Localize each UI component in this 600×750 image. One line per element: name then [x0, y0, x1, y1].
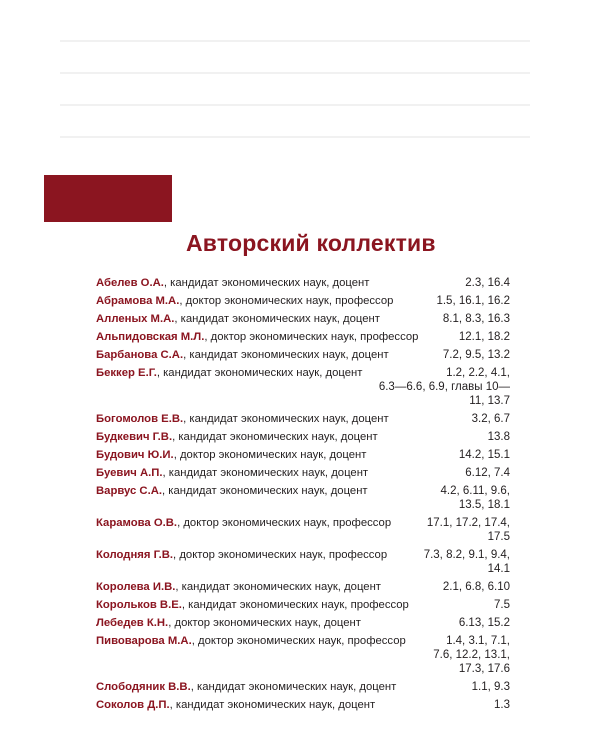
author-entry: [96, 430, 510, 444]
author-name: Карамова О.В.: [96, 517, 178, 529]
author-name: Пивоварова М.А.: [96, 635, 192, 647]
author-info: [96, 412, 389, 426]
author-entry: [96, 312, 510, 326]
author-chapters: 14.2, 15.1: [458, 449, 510, 461]
author-info: [96, 294, 393, 308]
author-entry: [96, 616, 510, 630]
author-degree: , доктор экономических наук, доцент: [168, 617, 361, 629]
author-name: Альпидовская М.Л.: [96, 331, 205, 343]
author-entry: [96, 548, 510, 576]
author-entry: [96, 294, 510, 308]
show-through-line: [60, 72, 530, 74]
author-entry: [96, 448, 510, 462]
author-info: [96, 516, 391, 544]
author-degree: , кандидат экономических наук, доцент: [172, 431, 378, 443]
page-title: Авторский коллектив: [186, 230, 436, 256]
author-entry: [96, 412, 510, 426]
author-info: [96, 276, 369, 290]
author-chapters: 6.12, 7.4: [465, 467, 510, 479]
author-name: Алленых М.А.: [96, 313, 175, 325]
author-degree: , кандидат экономических наук, доцент: [162, 485, 368, 497]
author-name: Слободяник В.В.: [96, 681, 191, 693]
author-name: Корольков В.Е.: [96, 599, 182, 611]
author-info: [96, 698, 375, 712]
author-chapters: 13.8: [487, 431, 510, 443]
author-info: [96, 548, 387, 576]
author-entry: [96, 330, 510, 344]
author-degree: , кандидат экономических наук, профессор: [181, 599, 409, 611]
author-chapters: 12.1, 18.2: [458, 331, 510, 343]
author-chapters: 1.5, 16.1, 16.2: [436, 295, 510, 307]
author-name: Абрамова М.А.: [96, 295, 180, 307]
author-name: Буевич А.П.: [96, 467, 163, 479]
author-chapters: 1.1, 9.3: [471, 681, 510, 693]
author-degree: , кандидат экономических наук, доцент: [162, 467, 369, 479]
author-chapters: 17.1, 17.2, 17.4, 17.5: [426, 517, 510, 543]
author-name: Колодняя Г.В.: [96, 549, 174, 561]
author-info: [96, 598, 409, 612]
author-degree: , кандидат экономических наук, доцент: [175, 581, 381, 593]
author-chapters: 7.2, 9.5, 13.2: [442, 349, 510, 361]
author-degree: , кандидат экономических наук, доцент: [163, 277, 370, 289]
author-chapters: 8.1, 8.3, 16.3: [442, 313, 510, 325]
author-name: Барбанова С.А.: [96, 349, 184, 361]
author-chapters: 7.5: [494, 599, 510, 611]
author-info: [96, 680, 396, 694]
author-degree: , доктор экономических наук, профессор: [173, 549, 388, 561]
author-name: Будович Ю.И.: [96, 449, 174, 461]
author-entry: [96, 598, 510, 612]
author-entry: [96, 366, 510, 408]
author-info: [96, 330, 418, 344]
author-info: [96, 430, 378, 444]
author-degree: , доктор экономических наук, профессор: [179, 295, 394, 307]
author-entry: [96, 466, 510, 480]
author-name: Лебедев К.Н.: [96, 617, 169, 629]
author-info: [96, 634, 406, 676]
author-degree: , доктор экономических наук, профессор: [191, 635, 406, 647]
author-info: [96, 616, 361, 630]
author-name: Абелев О.А.: [96, 277, 164, 289]
author-entry: [96, 698, 510, 712]
author-degree: , кандидат экономических наук, доцент: [183, 349, 389, 361]
author-name: Королева И.В.: [96, 581, 176, 593]
author-degree: , доктор экономических наук, профессор: [177, 517, 392, 529]
author-info: [96, 312, 380, 326]
author-entry: [96, 580, 510, 594]
author-entry: [96, 276, 510, 290]
author-degree: , кандидат экономических наук, доцент: [183, 413, 389, 425]
author-info: [96, 466, 368, 480]
author-chapters: 2.1, 6.8, 6.10: [442, 581, 510, 593]
author-entry: [96, 516, 510, 544]
author-chapters: 2.3, 16.4: [465, 277, 510, 289]
show-through-line: [60, 40, 530, 42]
author-chapters: 1.4, 3.1, 7.1, 7.6, 12.2, 13.1, 17.3, 17.6: [433, 635, 510, 675]
author-degree: , доктор экономических наук, профессор: [204, 331, 419, 343]
author-name: Варвус С.А.: [96, 485, 163, 497]
author-entry: [96, 348, 510, 362]
author-name: Беккер Е.Г.: [96, 367, 157, 379]
author-entry: [96, 680, 510, 694]
decorative-red-block: [44, 175, 172, 222]
author-degree: , доктор экономических наук, доцент: [173, 449, 367, 461]
author-entry: [96, 634, 510, 676]
show-through-line: [60, 104, 530, 106]
author-entry: [96, 484, 510, 512]
author-info: [96, 580, 381, 594]
author-chapters: 1.3: [494, 699, 510, 711]
author-info: [96, 348, 389, 362]
author-name: Соколов Д.П.: [96, 699, 170, 711]
author-chapters: 3.2, 6.7: [471, 413, 510, 425]
show-through-line: [60, 136, 530, 138]
author-list: [96, 276, 510, 716]
author-info: [96, 448, 366, 462]
author-info: [96, 484, 368, 512]
author-chapters: 6.13, 15.2: [458, 617, 510, 629]
author-info: [96, 366, 362, 408]
author-degree: , кандидат экономических наук, доцент: [169, 699, 376, 711]
author-degree: , кандидат экономических наук, доцент: [190, 681, 397, 693]
author-chapters: 1.2, 2.2, 4.1, 6.3—6.6, 6.9, главы 10—11, 13.7: [378, 367, 510, 407]
author-name: Богомолов Е.В.: [96, 413, 184, 425]
author-chapters: 4.2, 6.11, 9.6, 13.5, 18.1: [440, 485, 510, 511]
author-name: Будкевич Г.В.: [96, 431, 173, 443]
author-degree: , кандидат экономических наук, доцент: [174, 313, 380, 325]
author-chapters: 7.3, 8.2, 9.1, 9.4, 14.1: [423, 549, 510, 575]
author-degree: , кандидат экономических наук, доцент: [156, 367, 363, 379]
